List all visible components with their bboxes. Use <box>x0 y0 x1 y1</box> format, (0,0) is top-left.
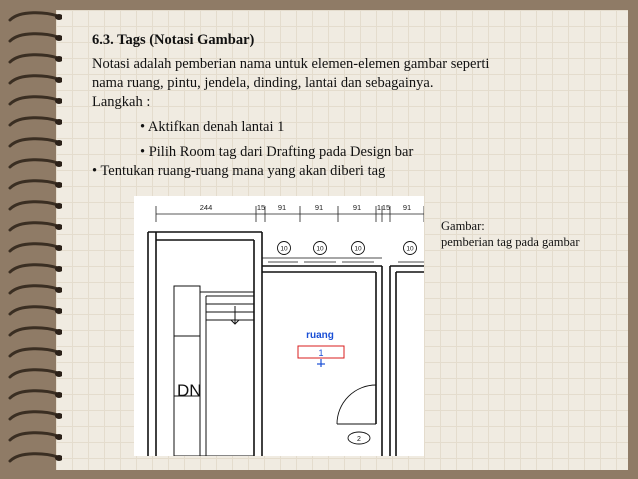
binder-ring <box>10 118 58 125</box>
floor-plan-svg <box>134 196 424 456</box>
binder-ring <box>10 370 58 377</box>
binder-ring <box>10 244 58 251</box>
intro-paragraph <box>92 55 562 93</box>
binder-ring <box>10 286 58 293</box>
binder-ring <box>10 202 58 209</box>
spiral-binding <box>6 0 62 479</box>
step-item: • Aktifkan denah lantai 1 <box>140 119 285 135</box>
door-tag-label: 2 <box>357 436 361 443</box>
figure-caption <box>441 218 621 250</box>
step-item: • Pilih Room tag dari Drafting pada Design bar <box>140 144 414 160</box>
dimension-label: 91 <box>402 203 412 212</box>
binder-ring <box>10 328 58 335</box>
room-name-tag: ruang <box>306 330 334 341</box>
caption-label: Gambar: <box>441 219 485 233</box>
room-number-tag: 1 <box>318 348 324 358</box>
floor-plan-drawing <box>134 196 424 456</box>
binder-ring <box>10 76 58 83</box>
room-tag-crosshair <box>317 359 325 367</box>
binder-ring <box>10 55 58 62</box>
binder-ring <box>10 307 58 314</box>
slide-text <box>92 32 562 181</box>
stair-landing <box>200 292 254 456</box>
binder-ring <box>10 139 58 146</box>
binder-ring <box>10 223 58 230</box>
binder-ring <box>10 349 58 356</box>
dimension-label: 1 <box>376 203 382 212</box>
intro-line: nama ruang, pintu, jendela, dinding, lantai dan sebagainya. <box>92 75 434 91</box>
binder-ring <box>10 13 58 20</box>
stair-flight <box>174 286 200 456</box>
grid-tag-label: 10 <box>280 245 288 253</box>
door-swing <box>337 385 376 424</box>
intro-line: Notasi adalah pemberian nama untuk elemen-elemen gambar seperti <box>92 56 490 72</box>
caption-text: pemberian tag pada gambar <box>441 235 580 249</box>
dimension-label: 15 <box>256 203 266 212</box>
grid-tag-label: 10 <box>354 245 362 253</box>
dimension-label: 91 <box>314 203 324 212</box>
dimension-label: 15 <box>381 203 391 212</box>
binder-ring <box>10 412 58 419</box>
section-heading: 6.3. Tags (Notasi Gambar) <box>92 32 255 48</box>
grid-tag-label: 10 <box>406 245 414 253</box>
binder-ring <box>10 433 58 440</box>
binder-ring <box>10 34 58 41</box>
binder-ring <box>10 265 58 272</box>
binder-ring <box>10 160 58 167</box>
dimension-label: 91 <box>277 203 287 212</box>
step-item: • Tentukan ruang-ruang mana yang akan diberi tag <box>92 163 386 179</box>
dimension-label: 244 <box>199 203 213 212</box>
stair-label: DN <box>177 381 202 400</box>
binder-ring <box>10 391 58 398</box>
grid-tag-label: 10 <box>316 245 324 253</box>
steps-label: Langkah : <box>92 94 151 110</box>
dimension-label: 91 <box>352 203 362 212</box>
binder-ring <box>10 181 58 188</box>
binder-ring <box>10 454 58 461</box>
binder-ring <box>10 97 58 104</box>
